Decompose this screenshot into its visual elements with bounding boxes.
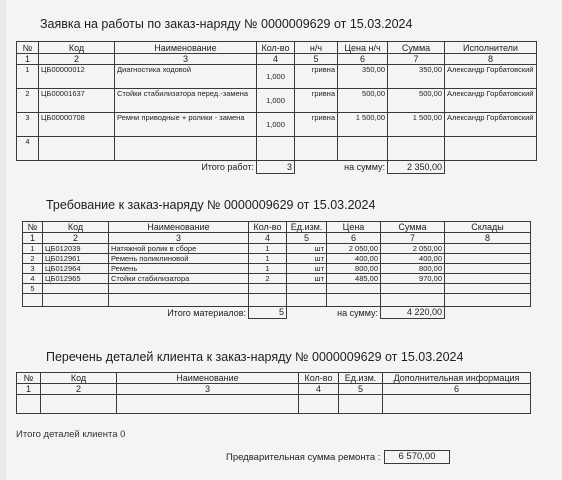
row-unit: шт [287,264,327,274]
row-number: 4 [17,137,39,161]
row-unit: шт [287,244,327,254]
total-qty: 3 [257,161,295,174]
row-number: 1 [23,244,43,254]
table-row [17,65,537,89]
client-parts-header [17,373,531,384]
sum-value: 4 220,00 [381,307,445,319]
row-sum [388,137,445,161]
column-number: 2 [41,384,117,395]
sum-label: на сумму: [337,307,378,318]
column-number: 7 [381,233,445,244]
row-price: 485,00 [327,274,381,284]
row-sum: 350,00 [388,65,445,89]
sum-label: на сумму: [344,162,385,172]
table-row [23,264,531,274]
row-price: 500,00 [338,89,388,113]
row-sum: 970,00 [381,274,445,284]
header-cell: № [17,373,41,384]
row-unit: шт [287,254,327,264]
row-price [327,284,381,294]
row-unit: гривна [295,89,338,113]
column-number: 2 [39,54,115,65]
column-number: 4 [257,54,295,65]
header-cell: Исполнители [445,42,537,54]
row-number: 1 [17,65,39,89]
row-number: 2 [17,89,39,113]
row-number: 2 [23,254,43,264]
row-executor: Александр Горбатовский [445,113,537,137]
header-cell: Код [39,42,115,54]
row-code: ЦБ012039 [43,244,109,254]
row-name [115,137,257,161]
row-unit: гривна [295,113,338,137]
row-sum: 2 050,00 [381,244,445,254]
row-code: ЦБ00000708 [39,113,115,137]
table-row [23,274,531,284]
materials-table-header [23,222,531,233]
row-unit: гривна [295,65,338,89]
column-number-row [23,233,531,244]
column-number: 1 [17,54,39,65]
table-row [23,284,531,294]
column-number: 6 [327,233,381,244]
empty-row [23,294,531,307]
column-number: 3 [117,384,299,395]
client-parts-title: Перечень деталей клиента к заказ-наряду № 0000009629 от 15.03.2024 [46,350,464,364]
row-unit [295,137,338,161]
column-number-row [17,54,537,65]
header-cell: Кол-во [299,373,339,384]
row-code: ЦБ012965 [43,274,109,284]
column-number: 8 [445,54,537,65]
row-number: 4 [23,274,43,284]
materials-total-row [23,307,531,319]
header-cell: Ед.изм. [287,222,327,233]
row-code: ЦБ00001637 [39,89,115,113]
column-number: 1 [23,233,43,244]
header-cell: Сумма [388,42,445,54]
header-cell: Цена н/ч [338,42,388,54]
header-cell: Склады [445,222,531,233]
row-name: Ремень поликлиновой [109,254,249,264]
row-name: Ремень [109,264,249,274]
column-number: 4 [299,384,339,395]
row-name: Стойки стабилизатора [109,274,249,284]
total-label: Итого работ: [201,162,254,172]
table-row [17,89,537,113]
header-cell: Наименование [115,42,257,54]
grand-total-value: 6 570,00 [384,450,450,464]
row-executor: Александр Горбатовский [445,65,537,89]
row-sum: 1 500,00 [388,113,445,137]
row-name: Ремни приводные + ролики - замена [115,113,257,137]
client-parts-total: Итого деталей клиента 0 [16,429,126,440]
header-cell: Наименование [117,373,299,384]
column-number: 3 [109,233,249,244]
row-unit: шт [287,274,327,284]
column-number-row [17,384,531,395]
column-number: 1 [17,384,41,395]
requisition-title: Требование к заказ-наряду № 0000009629 от 15.03.2024 [46,198,376,212]
row-sum: 400,00 [381,254,445,264]
work-order-title: Заявка на работы по заказ-наряду № 0000009629 от 15.03.2024 [40,17,413,31]
row-qty [257,137,295,161]
header-cell: № [23,222,43,233]
header-cell: Код [43,222,109,233]
column-number: 2 [43,233,109,244]
row-price: 800,00 [327,264,381,274]
column-number: 5 [287,233,327,244]
header-cell: Сумма [381,222,445,233]
header-cell: Кол-во [249,222,287,233]
row-qty: 1,000 [257,65,295,89]
column-number: 8 [445,233,531,244]
column-number: 4 [249,233,287,244]
header-cell: н/ч [295,42,338,54]
row-name: Диагностика ходовой [115,65,257,89]
header-cell: Кол-во [257,42,295,54]
table-row [23,244,531,254]
row-number: 3 [23,264,43,274]
row-code: ЦБ00000012 [39,65,115,89]
row-sum [381,284,445,294]
row-name: Стойки стабилизатора перед.-замена [115,89,257,113]
row-qty: 1 [249,244,287,254]
row-code [39,137,115,161]
column-number: 6 [383,384,531,395]
column-number: 6 [338,54,388,65]
work-table [16,41,537,174]
row-price: 1 500,00 [338,113,388,137]
row-stock [445,264,531,274]
row-code: ЦБ012961 [43,254,109,264]
row-stock [445,274,531,284]
materials-table [22,221,531,319]
row-price: 400,00 [327,254,381,264]
table-row [17,113,537,137]
grand-total-label: Предварительная сумма ремонта : [226,452,381,463]
row-sum: 800,00 [381,264,445,274]
row-stock [445,254,531,264]
row-stock [445,284,531,294]
row-code [43,284,109,294]
client-parts-table [16,372,531,414]
row-name [109,284,249,294]
row-number: 3 [17,113,39,137]
column-number: 5 [339,384,383,395]
row-executor [445,137,537,161]
total-label: Итого материалов: [167,307,246,318]
row-stock [445,244,531,254]
row-qty [249,284,287,294]
row-qty: 1,000 [257,113,295,137]
row-price: 2 050,00 [327,244,381,254]
header-cell: Код [41,373,117,384]
header-cell: Цена [327,222,381,233]
column-number: 7 [388,54,445,65]
row-number: 5 [23,284,43,294]
row-qty: 2 [249,274,287,284]
empty-row [17,395,531,414]
table-row [17,137,537,161]
header-cell: Наименование [109,222,249,233]
row-price [338,137,388,161]
work-table-header [17,42,537,54]
row-code: ЦБ012964 [43,264,109,274]
header-cell: Ед.изм. [339,373,383,384]
table-row [23,254,531,264]
row-unit [287,284,327,294]
total-qty: 5 [249,307,287,319]
header-cell: Дополнительная информация [383,373,531,384]
work-total-row [17,161,537,174]
sum-value: 2 350,00 [388,161,445,174]
row-qty: 1 [249,264,287,274]
header-cell: № [17,42,39,54]
row-executor: Александр Горбатовский [445,89,537,113]
row-qty: 1 [249,254,287,264]
column-number: 3 [115,54,257,65]
row-qty: 1,000 [257,89,295,113]
row-name: Натяжной ролик в сборе [109,244,249,254]
row-sum: 500,00 [388,89,445,113]
column-number: 5 [295,54,338,65]
row-price: 350,00 [338,65,388,89]
